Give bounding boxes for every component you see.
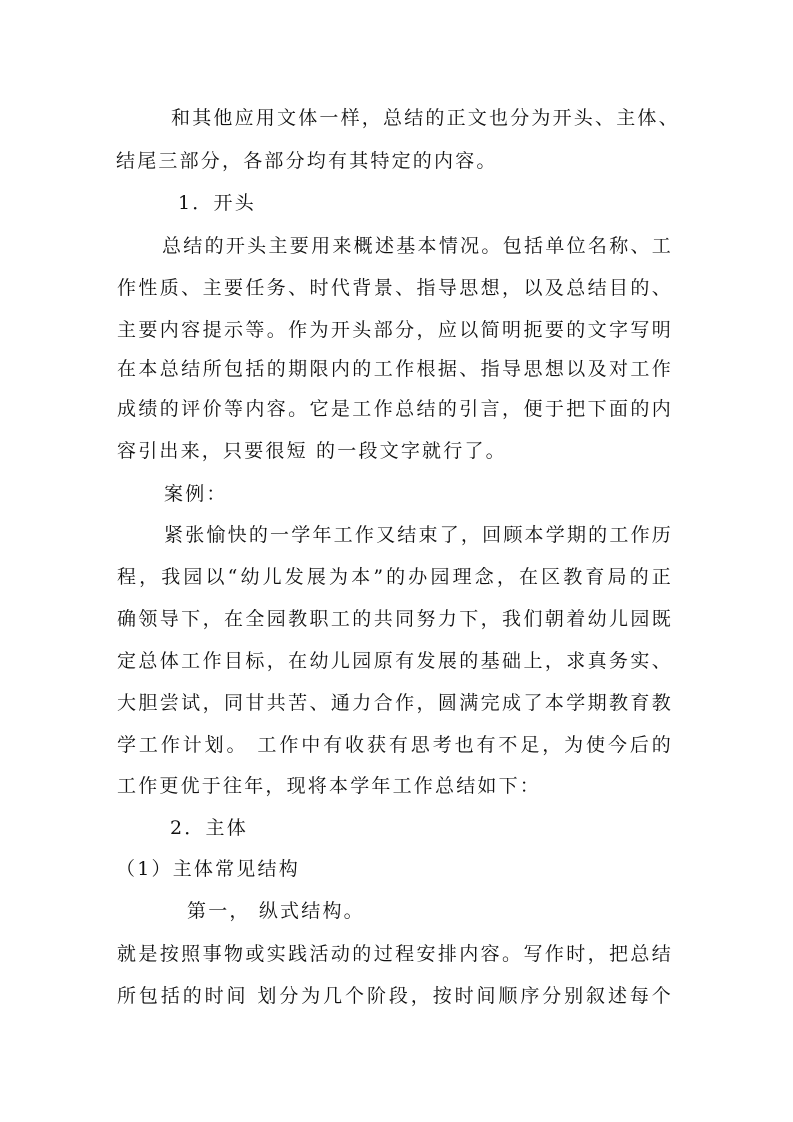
paragraph-line: 定总体工作目标，在幼儿园原有发展的基础上，求真务实、 (117, 650, 673, 672)
section-heading: 2．主体 (170, 817, 248, 839)
paragraph-line: 学工作计划。 工作中有收获有思考也有不足，为使今后的 (117, 734, 673, 756)
paragraph-line: 确领导下，在全园教职工的共同努力下，我们朝着幼儿园既 (117, 608, 673, 630)
paragraph-line: 和其他应用文体一样，总结的正文也分为开头、主体、 (171, 107, 680, 129)
paragraph-line: 程，我园以“幼儿发展为本”的办园理念，在区教育局的正 (117, 566, 673, 588)
paragraph-line: 工作更优于往年，现将本学年工作总结如下： (117, 775, 542, 797)
paragraph-line: 成绩的评价等内容。它是工作总结的引言，便于把下面的内 (117, 398, 673, 420)
paragraph-line: 结尾三部分，各部分均有其特定的内容。 (116, 150, 498, 172)
paragraph-line: 在本总结所包括的期限内的工作根据、指导思想以及对工作 (117, 358, 673, 380)
paragraph-line: 总结的开头主要用来概述基本情况。包括单位名称、工 (162, 235, 673, 257)
case-label: 案例： (164, 483, 228, 505)
paragraph-line: 容引出来，只要很短 的一段文字就行了。 (117, 440, 507, 462)
paragraph-line: 就是按照事物或实践活动的过程安排内容。写作时，把总结 (117, 943, 673, 965)
paragraph-line: 作性质、主要任务、时代背景、指导思想，以及总结目的、 (117, 277, 673, 299)
paragraph-line: 大胆尝试，同甘共苦、通力合作，圆满完成了本学期教育教 (117, 692, 673, 714)
section-heading: 1．开头 (178, 192, 256, 214)
paragraph-line: 主要内容提示等。作为开头部分，应以简明扼要的文字写明 (117, 319, 673, 341)
paragraph-line: 第一， 纵式结构。 (187, 900, 365, 922)
paragraph-line: 紧张愉快的一学年工作又结束了，回顾本学期的工作历 (164, 524, 673, 546)
paragraph-line: 所包括的时间 划分为几个阶段，按时间顺序分别叙述每个 (117, 985, 673, 1007)
subsection-heading: （1）主体常见结构 (116, 858, 300, 880)
